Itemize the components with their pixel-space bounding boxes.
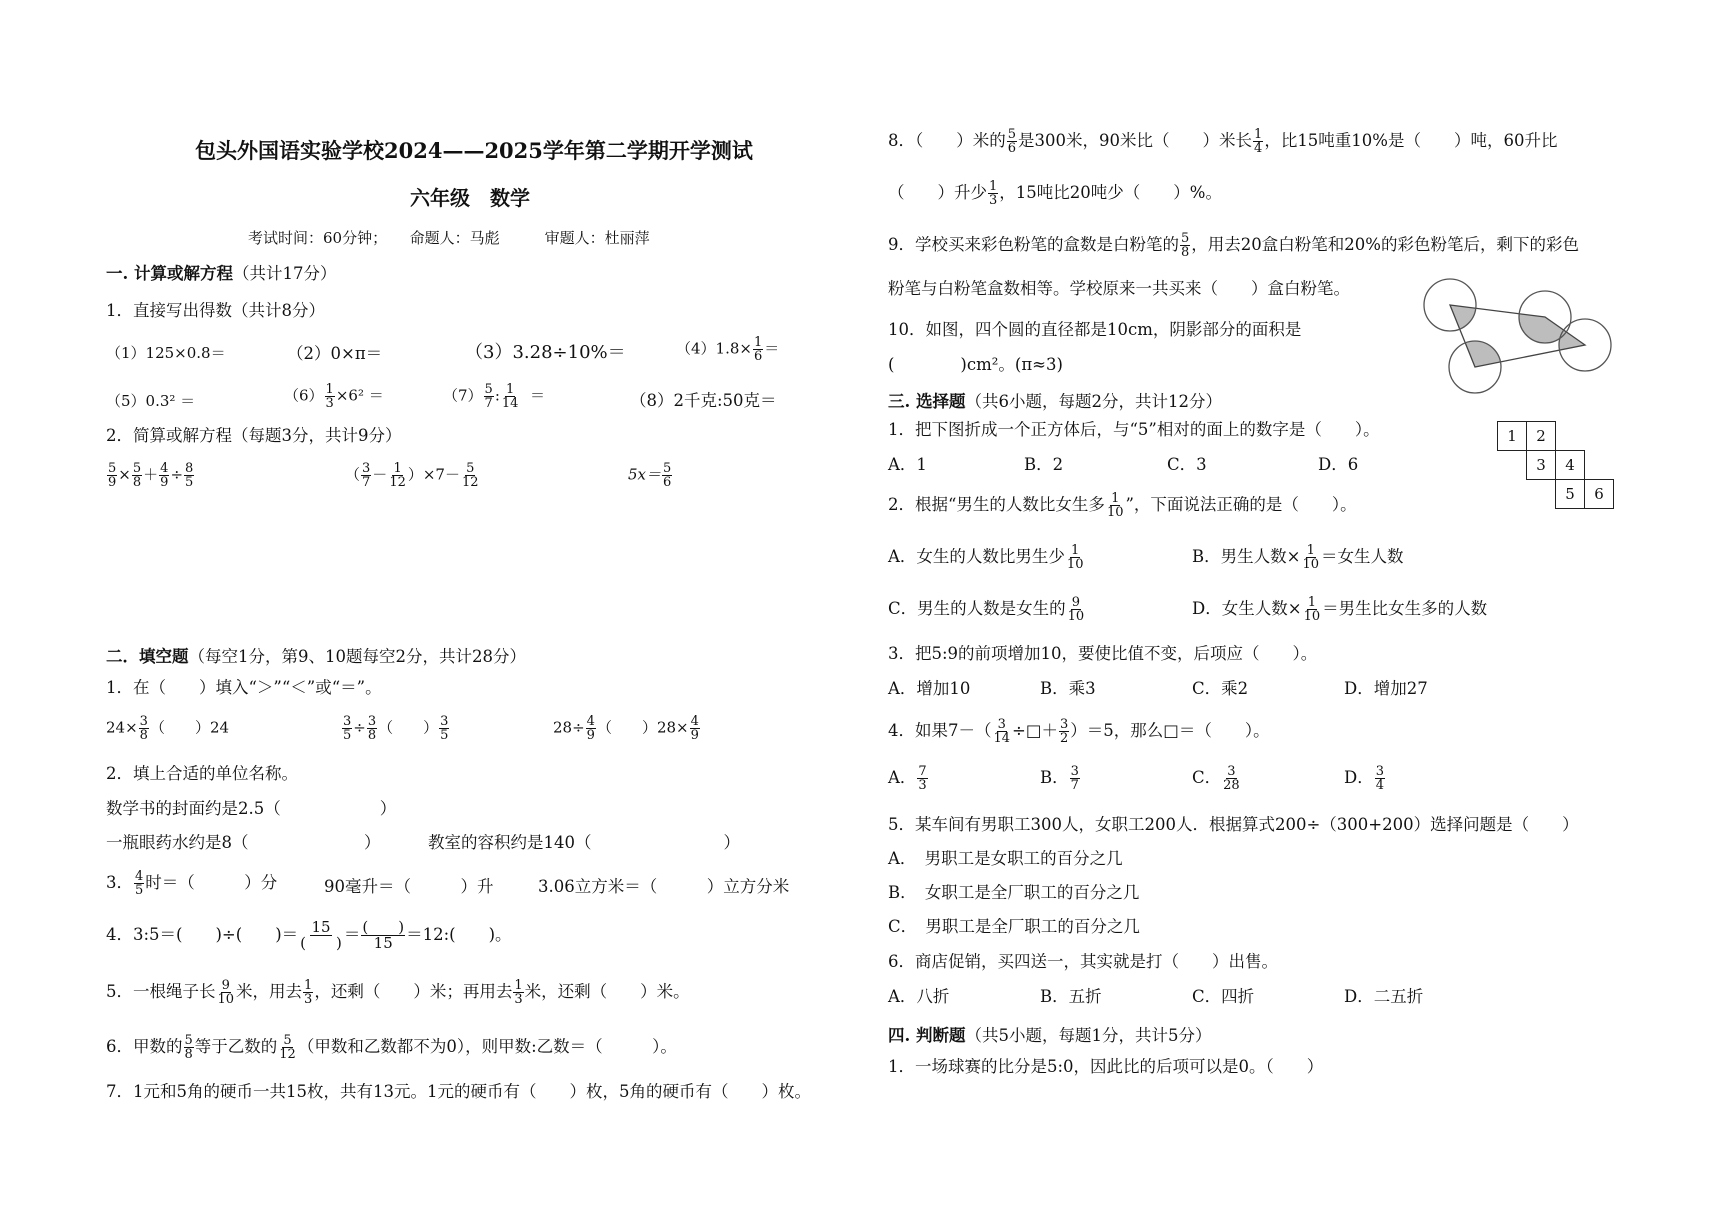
section-3-heading: 三. 选择题（共6小题，每题2分，共计12分）	[888, 392, 1222, 411]
net-face: 5	[1556, 480, 1585, 509]
s3-q2-option-c: C．男生的人数是女生的 $\frac{9}{10}$	[888, 595, 1085, 624]
s2-q9-line-2: 粉笔与白粉笔盒数相等。学校原来一共买来（ ）盒白粉笔。	[888, 279, 1350, 298]
s3-q6-option-b: B．五折	[1040, 987, 1102, 1006]
s4-q1: 1．一场球赛的比分是5:0，因此比的后项可以是0。（ ）	[888, 1057, 1324, 1076]
s3-q3-option-d: D．增加27	[1344, 679, 1428, 698]
s3-q2-label: 2．根据“男生的人数比女生多 $\frac{1}{10}$ ”，下面说法正确的是（ ）。	[888, 491, 1357, 520]
s2-q10-line-2: ( )cm²。(π≈3)	[888, 355, 1063, 374]
s2-q8-line-2: （ ）升少 $\frac{1}{3}$ ，15吨比20吨少（ ）%。	[888, 179, 1222, 208]
s1-q2-expr-1: $\frac{5}{9}$ × $\frac{5}{8}$ ＋ $\frac{4}{9}$ ÷ $\frac{8}{5}$	[108, 461, 194, 490]
s3-q2-option-a: A．女生的人数比男生少 $\frac{1}{10}$	[888, 543, 1084, 572]
s2-q9-line-1: 9．学校买来彩色粉笔的盒数是白粉笔的 $\frac{5}{8}$ ，用去20盒白粉笔和20%的彩色粉笔后，剩下的彩色	[888, 231, 1579, 260]
s3-q3-option-b: B．乘3	[1040, 679, 1096, 698]
s2-q7: 7．1元和5角的硬币一共15枚，共有13元。1元的硬币有（ ）枚，5角的硬币有（ ）枚。	[106, 1082, 811, 1101]
s1-q1-item-3: （3）3.28÷10%＝	[465, 342, 626, 363]
s1-q1-item-2: （2）0×π＝	[287, 344, 383, 363]
s2-q3-b: 90毫升＝（ ）升	[324, 877, 494, 896]
s3-q5-option-c: C． 男职工是全厂职工的百分之几	[888, 917, 1140, 936]
s3-q4-option-a: A． $\frac{7}{3}$	[888, 764, 927, 793]
s1-q1-item-4: （4）1.8× $\frac{1}{6}$ ＝	[676, 335, 780, 364]
s3-q4-option-d: D． $\frac{3}{4}$	[1344, 764, 1385, 793]
exam-subtitle: 六年级 数学	[410, 186, 530, 210]
s1-q1-item-8: （8）2千克:50克＝	[630, 391, 777, 410]
cube-net	[1497, 421, 1614, 509]
s2-q3: 3． $\frac{4}{5}$ 时＝（ ）分	[106, 869, 278, 898]
s3-q1-option-b: B．2	[1024, 455, 1064, 474]
s2-q4: 4．3:5＝( )÷( )＝ 15 ( ) ＝ ( ) 15 ＝12:( )。	[106, 918, 512, 952]
s1-q2-expr-2: （ $\frac{3}{7}$ － $\frac{1}{12}$ ）×7－ $\frac{5}{12}$	[345, 461, 479, 490]
s2-q1-compare-3: 28÷ $\frac{4}{9}$ （ ）28× $\frac{4}{9}$	[553, 714, 699, 743]
s2-q8-line-1: 8．（ ）米的 $\frac{5}{6}$ 是300米，90米比（ ）米长 $\frac{1}{4}$ ，比15吨重10%是（ ）吨，60升比	[888, 127, 1558, 156]
s3-q6-option-c: C．四折	[1192, 987, 1255, 1006]
s2-q5: 5．一根绳子长 $\frac{9}{10}$ 米，用去 $\frac{1}{3}$ ，还剩（ ）米；再用去 $\frac{1}{3}$ 米，还剩（ ）米。	[106, 978, 690, 1007]
s1-q1-item-5: （5）0.3² ＝	[106, 392, 196, 410]
s2-q1-compare-2: $\frac{3}{5}$ ÷ $\frac{3}{8}$ （ ） $\frac{3}{5}$	[343, 714, 449, 743]
s1-q2-equation: 5x＝ $\frac{5}{6}$	[628, 461, 672, 490]
s2-q2-line-2b: 教室的容积约是140（ ）	[428, 833, 740, 852]
s1-q1-label: 1．直接写出得数（共计8分）	[106, 301, 325, 320]
s3-q6-label: 6．商店促销，买四送一，其实就是打（ ）出售。	[888, 952, 1278, 971]
q10-circles-figure	[1420, 270, 1600, 405]
net-face: 1	[1498, 422, 1527, 451]
s1-q2-label: 2．简算或解方程（每题3分，共计9分）	[106, 426, 402, 445]
s2-q1-compare-1: 24× $\frac{3}{8}$ （ ）24	[106, 714, 230, 743]
net-face: 4	[1556, 451, 1585, 480]
s2-q10-line-1: 10．如图，四个圆的直径都是10cm，阴影部分的面积是	[888, 320, 1302, 339]
s2-q6: 6．甲数的 $\frac{5}{8}$ 等于乙数的 $\frac{5}{12}$ （甲数和乙数都不为0），则甲数:乙数＝（ ）。	[106, 1033, 677, 1062]
s3-q3-label: 3．把5:9的前项增加10，要使比值不变，后项应（ ）。	[888, 644, 1318, 663]
s3-q1-option-c: C．3	[1167, 455, 1207, 474]
s3-q3-option-a: A．增加10	[888, 679, 971, 698]
net-face: 3	[1527, 451, 1556, 480]
s1-q1-item-6: （6） $\frac{1}{3}$ ×6² ＝	[284, 382, 384, 411]
s2-q2-label: 2．填上合适的单位名称。	[106, 764, 298, 783]
s3-q1-option-a: A．1	[888, 455, 927, 474]
s3-q2-option-d: D．女生人数× $\frac{1}{10}$ ＝男生比女生多的人数	[1192, 595, 1488, 624]
net-face: 6	[1585, 480, 1614, 509]
s3-q1-option-d: D．6	[1318, 455, 1359, 474]
s2-q2-line-2a: 一瓶眼药水约是8（ ）	[106, 833, 381, 852]
s2-q3-c: 3.06立方米＝（ ）立方分米	[538, 877, 790, 896]
section-4-heading: 四. 判断题（共5小题，每题1分，共计5分）	[888, 1026, 1212, 1045]
exam-title: 包头外国语实验学校2024——2025学年第二学期开学测试	[195, 138, 753, 163]
s3-q5-option-a: A． 男职工是女职工的百分之几	[888, 849, 1123, 868]
s3-q2-option-b: B．男生人数× $\frac{1}{10}$ ＝女生人数	[1192, 543, 1404, 572]
s3-q3-option-c: C．乘2	[1192, 679, 1249, 698]
s2-q2-line-1: 数学书的封面约是2.5（ ）	[106, 799, 397, 818]
s1-q1-item-1: （1）125×0.8＝	[106, 344, 226, 362]
s3-q6-option-d: D．二五折	[1344, 987, 1424, 1006]
s3-q4-option-b: B． $\frac{3}{7}$	[1040, 764, 1079, 793]
s3-q1-label: 1．把下图折成一个正方体后，与“5”相对的面上的数字是（ ）。	[888, 420, 1380, 439]
s2-q1-label: 1．在（ ）填入“＞”“＜”或“＝”。	[106, 678, 382, 697]
s1-q1-item-7: （7） $\frac{5}{7}$ : $\frac{1}{14}$ ＝	[443, 382, 545, 411]
s3-q5-label: 5．某车间有男职工300人，女职工200人．根据算式200÷（300+200）选择问题是（ ）	[888, 815, 1579, 834]
section-2-heading: 二．填空题（每空1分，第9、10题每空2分，共计28分）	[106, 647, 526, 666]
s3-q4-option-c: C． $\frac{3}{28}$	[1192, 764, 1240, 793]
exam-info: 考试时间：60分钟； 命题人：马彪 审题人：杜丽萍	[248, 229, 650, 247]
net-face: 2	[1527, 422, 1556, 451]
section-1-heading: 一. 计算或解方程（共计17分）	[106, 264, 337, 283]
s3-q6-option-a: A．八折	[888, 987, 950, 1006]
s3-q4-label: 4．如果7－（ $\frac{3}{14}$ ÷□＋ $\frac{3}{2}$ ）＝5，那么□＝（ ）。	[888, 717, 1270, 746]
s3-q5-option-b: B． 女职工是全厂职工的百分之几	[888, 883, 1140, 902]
